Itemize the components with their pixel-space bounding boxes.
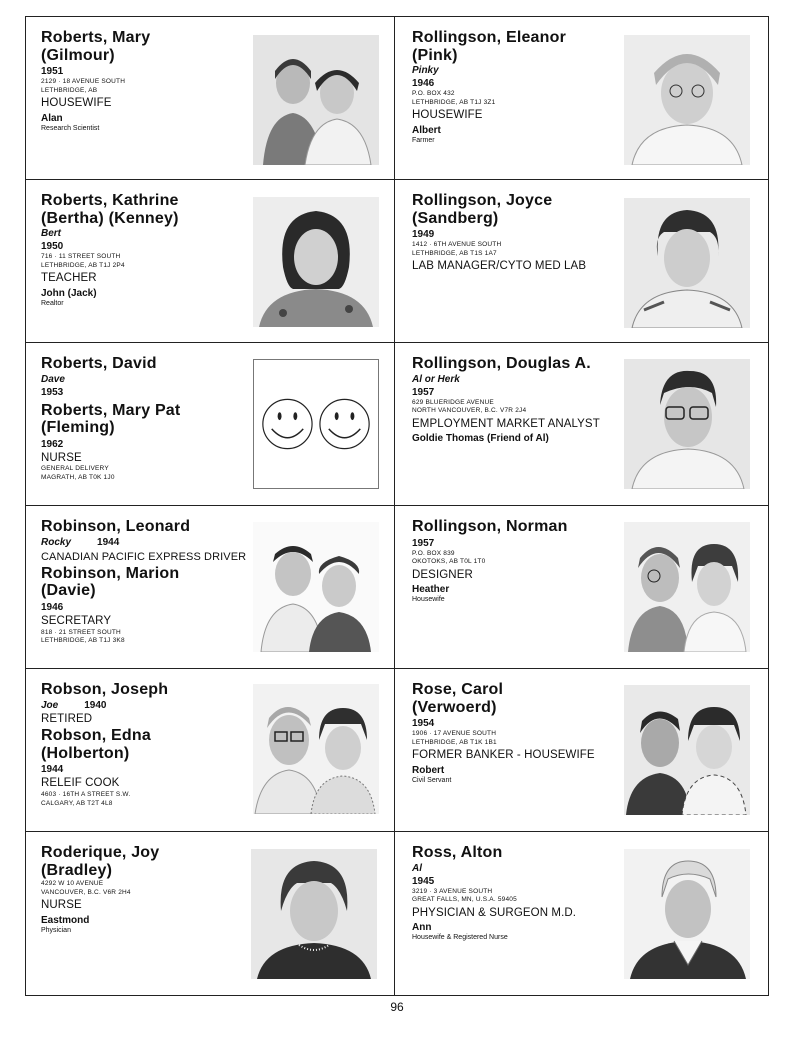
entry-occupation: NURSE <box>41 899 82 912</box>
entry-address-line2: LETHBRIDGE, AB T1J 2P4 <box>41 261 125 269</box>
entry-name-2: Roberts, Mary Pat <box>41 401 181 419</box>
entry-address-line1: 4603 · 16TH A STREET S.W. <box>41 791 131 799</box>
entry-spouse: Heather <box>412 584 450 596</box>
entry-card <box>395 669 768 832</box>
entry-occupation-2: SECRETARY <box>41 614 112 627</box>
woman-photo <box>253 197 379 327</box>
entry-address-line1: 2129 · 18 AVENUE SOUTH <box>41 78 126 86</box>
entry-maiden-name-2: (Holberton) <box>41 744 130 762</box>
entry-nickname: Pinky <box>412 65 439 77</box>
entry-nickname-text: Rocky <box>41 536 72 548</box>
entry-occupation-2: RELEIF COOK <box>41 777 120 790</box>
entry-spouse-occupation: Physician <box>41 926 71 934</box>
entry-occupation: EMPLOYMENT MARKET ANALYST <box>412 417 600 430</box>
entry-card <box>26 832 395 995</box>
entry-address-line1: P.O. BOX 432 <box>412 90 455 98</box>
entry-birth-year: 1944 <box>97 536 120 548</box>
entry-name: Rollingson, Norman <box>412 518 568 535</box>
entry-birth-year: 1957 <box>412 386 435 398</box>
entry-spouse-occupation: Housewife & Registered Nurse <box>412 934 508 942</box>
entry-card <box>26 17 395 180</box>
entry-address-line1: P.O. BOX 839 <box>412 549 455 557</box>
entry-spouse: Alan <box>41 112 63 124</box>
entry-card <box>26 180 395 343</box>
entry-name: Roberts, Kathrine <box>41 192 179 209</box>
entry-birth-year: 1949 <box>412 229 435 241</box>
entry-spouse: Ann <box>412 922 432 934</box>
smiley-faces-photo <box>253 359 379 489</box>
entry-address-line2: NORTH VANCOUVER, B.C. V7R 2J4 <box>412 407 527 415</box>
man-photo <box>624 359 750 489</box>
entry-occupation: TEACHER <box>41 272 97 285</box>
entry-occupation: FORMER BANKER - HOUSEWIFE <box>412 749 595 762</box>
entry-card <box>26 343 395 506</box>
entry-spouse-occupation: Civil Servant <box>412 776 452 784</box>
entry-birth-year: 1953 <box>41 386 64 398</box>
entry-name: Rollingson, Douglas A. <box>412 355 591 372</box>
entry-occupation: LAB MANAGER/CYTO MED LAB <box>412 260 587 273</box>
entry-maiden-name: (Gilmour) <box>41 46 115 64</box>
entry-address-line1: 629 BLUERIDGE AVENUE <box>412 398 494 406</box>
entry-nickname: Dave <box>41 373 65 385</box>
entry-card <box>395 832 768 995</box>
woman-photo <box>624 35 750 165</box>
couple-photo <box>624 522 750 652</box>
entry-address-line2: LETHBRIDGE, AB T1J 3K8 <box>41 636 125 644</box>
entry-occupation: RETIRED <box>41 712 93 725</box>
entry-spouse: Robert <box>412 764 445 776</box>
entry-spouse-occupation: Research Scientist <box>41 124 100 132</box>
entry-occupation: CANADIAN PACIFIC EXPRESS DRIVER <box>41 550 247 563</box>
entry-maiden-name: (Bertha) (Kenney) <box>41 209 179 227</box>
entry-name-2: Robson, Edna <box>41 727 151 745</box>
entry-occupation: HOUSEWIFE <box>412 109 483 122</box>
entry-address-line1: 3219 · 3 AVENUE SOUTH <box>412 887 493 895</box>
entry-occupation: PHYSICIAN & SURGEON M.D. <box>412 906 577 919</box>
entry-name-2: Robinson, Marion <box>41 564 180 582</box>
entry-nickname: Al <box>412 862 422 874</box>
entry-maiden-name-2: (Fleming) <box>41 419 115 437</box>
entry-name: Roderique, Joy <box>41 844 160 861</box>
woman-photo <box>251 849 377 979</box>
entry-card <box>395 180 768 343</box>
entry-spouse: Albert <box>412 124 441 136</box>
entry-birth-year: 1957 <box>412 537 435 549</box>
entry-name: Roberts, David <box>41 355 157 372</box>
entry-nickname <box>41 700 251 711</box>
entry-occupation: NURSE <box>41 451 82 464</box>
entry-birth-year-2: 1944 <box>41 764 64 776</box>
entry-nickname: Bert <box>41 228 62 240</box>
entry-address-line2: LETHBRIDGE, AB T1S 1A7 <box>412 249 497 257</box>
entry-name: Ross, Alton <box>412 844 503 861</box>
entry-card <box>26 669 395 832</box>
entry-card <box>395 343 768 506</box>
entry-card <box>395 17 768 180</box>
entry-spouse-occupation: Farmer <box>412 136 435 144</box>
entry-spouse: John (Jack) <box>41 287 97 299</box>
entry-name: Rollingson, Joyce <box>412 192 553 209</box>
entry-address-line1: 818 · 21 STREET SOUTH <box>41 628 121 636</box>
couple-photo <box>624 685 750 815</box>
entry-name: Robinson, Leonard <box>41 518 191 535</box>
entry-nickname <box>41 537 251 548</box>
entry-occupation: HOUSEWIFE <box>41 97 112 110</box>
entry-birth-year: 1951 <box>41 66 64 78</box>
entry-address-line1: 4292 W 10 AVENUE <box>41 880 104 888</box>
entry-nickname-text: Joe <box>41 699 59 711</box>
entry-address-line2: LETHBRIDGE, AB T1K 1B1 <box>412 738 497 746</box>
entry-address-line2: MAGRATH, AB T0K 1J0 <box>41 473 115 481</box>
entry-maiden-name: (Bradley) <box>41 861 113 879</box>
entry-birth-year: 1954 <box>412 718 435 730</box>
entry-nickname: Al or Herk <box>412 373 460 385</box>
entry-spouse-occupation: Housewife <box>412 596 445 604</box>
couple-photo <box>253 684 379 814</box>
man-photo <box>624 849 750 979</box>
entry-address-line2: CALGARY, AB T2T 4L8 <box>41 799 113 807</box>
entry-birth-year-2: 1946 <box>41 601 64 613</box>
entry-card <box>395 506 768 669</box>
entry-spouse: Eastmond <box>41 914 90 926</box>
entry-address-line2: VANCOUVER, B.C. V6R 2H4 <box>41 888 131 896</box>
entry-maiden-name: (Sandberg) <box>412 209 499 227</box>
entry-birth-year: 1946 <box>412 78 435 90</box>
page-number: 96 <box>390 1000 404 1014</box>
entry-maiden-name: (Pink) <box>412 46 458 64</box>
woman-photo <box>624 198 750 328</box>
entry-address-line1: 1412 · 6TH AVENUE SOUTH <box>412 241 502 249</box>
entry-spouse: Goldie Thomas (Friend of Al) <box>412 433 549 445</box>
entry-address-line2: GREAT FALLS, MN, U.S.A. 59405 <box>412 896 517 904</box>
couple-photo <box>253 35 379 165</box>
entry-address-line2: LETHBRIDGE, AB T1J 3Z1 <box>412 98 496 106</box>
entry-occupation: DESIGNER <box>412 568 473 581</box>
entry-birth-year: 1945 <box>412 875 435 887</box>
entry-name: Rollingson, Eleanor <box>412 29 567 46</box>
entry-name: Rose, Carol <box>412 681 504 698</box>
entry-birth-year: 1940 <box>84 699 107 711</box>
directory-page <box>25 16 769 996</box>
entry-birth-year: 1950 <box>41 241 64 253</box>
couple-photo <box>253 522 379 652</box>
entry-card <box>26 506 395 669</box>
entry-address-line1: 1906 · 17 AVENUE SOUTH <box>412 730 497 738</box>
entry-address-line1: 716 · 11 STREET SOUTH <box>41 253 121 261</box>
entry-spouse-occupation: Realtor <box>41 299 64 307</box>
entry-address-line1: GENERAL DELIVERY <box>41 465 109 473</box>
entry-maiden-name: (Verwoerd) <box>412 698 497 716</box>
entry-name: Roberts, Mary <box>41 29 151 46</box>
entry-address-line2: LETHBRIDGE, AB <box>41 86 98 94</box>
entry-birth-year-2: 1962 <box>41 438 64 450</box>
entry-address-line2: OKOTOKS, AB T0L 1T0 <box>412 558 486 566</box>
entry-name: Robson, Joseph <box>41 681 169 698</box>
entry-maiden-name-2: (Davie) <box>41 582 96 600</box>
